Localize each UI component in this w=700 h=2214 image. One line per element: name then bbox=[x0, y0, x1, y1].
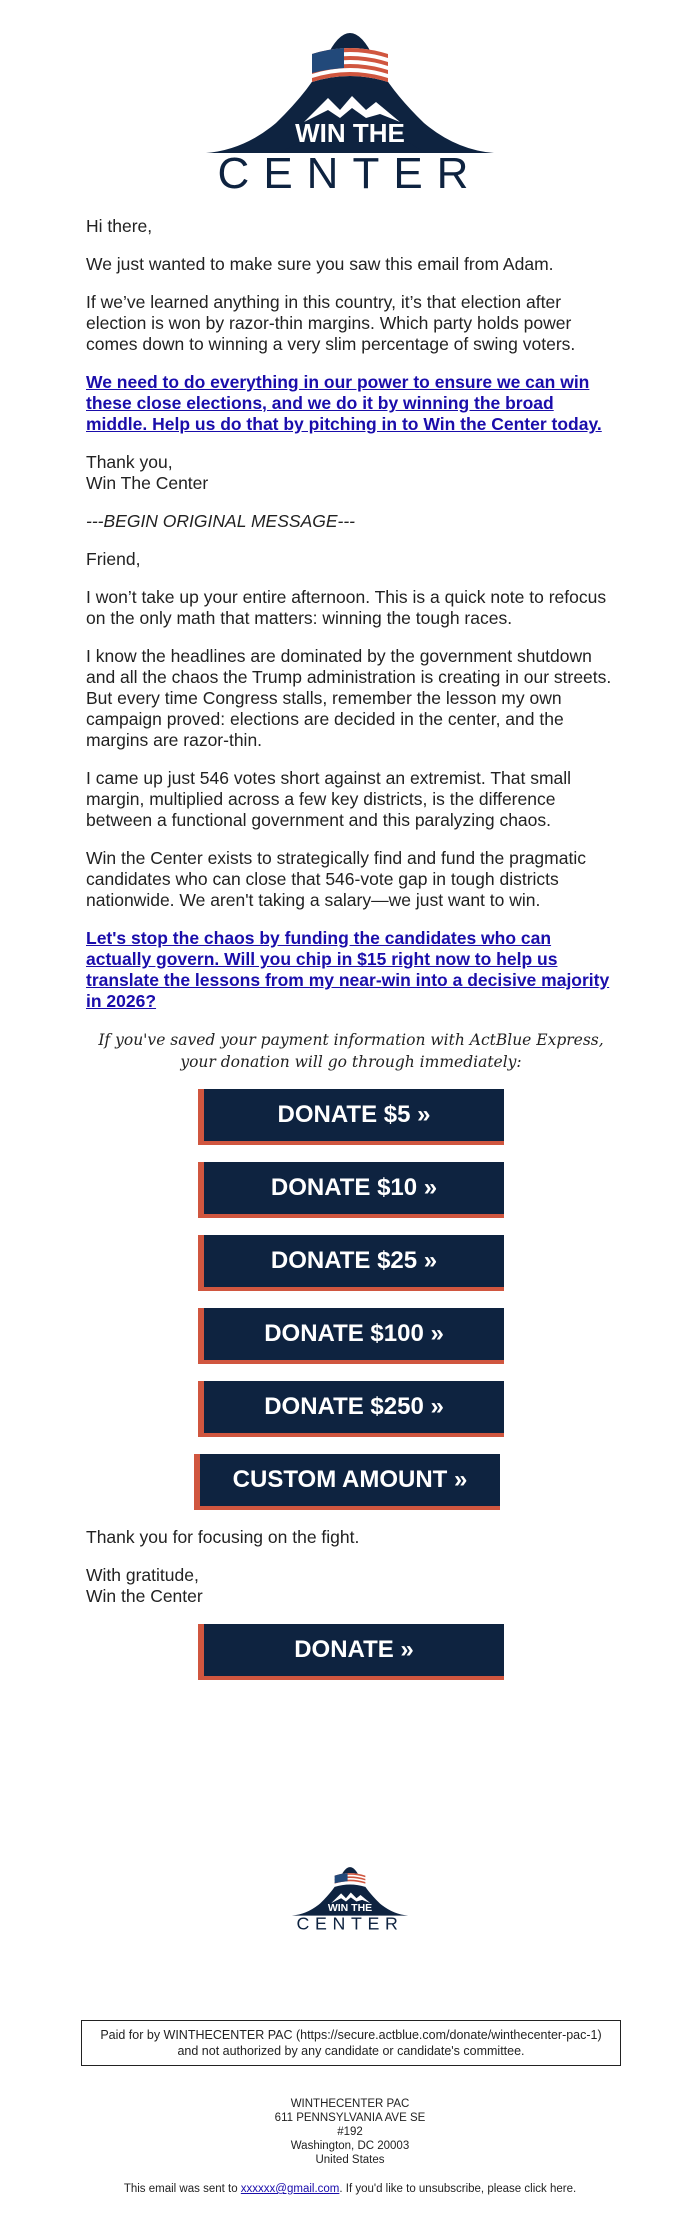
sent-prefix: This email was sent to bbox=[123, 2183, 241, 2195]
mailing-address bbox=[0, 2097, 700, 2167]
signoff-line-1: With gratitude, bbox=[86, 1565, 199, 1585]
paid-for-disclaimer: Paid for by WINTHECENTER PAC (https://secure.actblue.com/donate/winthecenter-pac-1) and not authorized by any candidate or candidate's committee. bbox=[81, 2020, 621, 2066]
custom-amount-button[interactable]: CUSTOM AMOUNT » bbox=[194, 1454, 500, 1510]
svg-text:WIN THE: WIN THE bbox=[327, 1902, 373, 1915]
address-name: WINTHECENTER PAC bbox=[290, 2098, 410, 2110]
gratitude-signoff bbox=[86, 1565, 616, 1607]
donate-250-button[interactable]: DONATE $250 » bbox=[198, 1381, 504, 1437]
greeting: Hi there, bbox=[86, 216, 153, 236]
intro-text: We just wanted to make sure you saw this email from Adam. bbox=[86, 254, 554, 274]
actblue-note: If you've saved your payment information with ActBlue Express, your donation will go through immediately: bbox=[98, 1031, 604, 1071]
friend-greeting: Friend, bbox=[86, 549, 141, 569]
donate-button[interactable]: DONATE » bbox=[198, 1624, 504, 1680]
email-body bbox=[86, 216, 616, 1697]
win-the-center-logo-small bbox=[291, 1858, 409, 1936]
paragraph-4: I came up just 546 votes short against an extremist. That small margin, multiplied across a few key districts, is the difference between a functional government and this paralyzing chaos. bbox=[86, 768, 572, 830]
paragraph-3: I know the headlines are dominated by the government shutdown and all the chaos the Trump administration is creating in our streets. But every time Congress stalls, remember the lesson my own campaign proved: elections are decided in the center, and the margins are razor-thin. bbox=[86, 646, 612, 750]
win-the-center-logo bbox=[204, 18, 496, 196]
begin-original-message: ---BEGIN ORIGINAL MESSAGE--- bbox=[86, 511, 356, 531]
unsubscribe-line bbox=[0, 2183, 700, 2195]
thanks-signoff bbox=[86, 452, 616, 494]
header-logo bbox=[0, 18, 700, 196]
donate-100-button[interactable]: DONATE $100 » bbox=[198, 1308, 504, 1364]
donate-10-button[interactable]: DONATE $10 » bbox=[198, 1162, 504, 1218]
svg-text:CENTER: CENTER bbox=[217, 149, 483, 196]
unsubscribe-text[interactable]: . If you'd like to unsubscribe, please click here. bbox=[339, 2183, 577, 2195]
paragraph-5: Win the Center exists to strategically find and fund the pragmatic candidates who can close that 546-vote gap in tough districts nationwide. We aren't taking a salary—we just want to win. bbox=[86, 848, 586, 910]
donate-link-1[interactable]: We need to do everything in our power to ensure we can win these close elections, and we do it by winning the broad middle. Help us do that by pitching in to Win the Center today. bbox=[86, 372, 602, 434]
thanks-line-2: Win The Center bbox=[86, 473, 209, 493]
donate-link-2[interactable]: Let's stop the chaos by funding the candidates who can actually govern. Will you chip in $15 right now to help us translate the lessons from my near-win into a decisive majority in 2026? bbox=[86, 928, 610, 1011]
address-suite: #192 bbox=[337, 2126, 363, 2138]
svg-text:WIN THE: WIN THE bbox=[295, 118, 405, 148]
svg-text:CENTER: CENTER bbox=[296, 1913, 404, 1934]
address-street: 611 PENNSYLVANIA AVE SE bbox=[274, 2112, 426, 2124]
closing-text: Thank you for focusing on the fight. bbox=[86, 1527, 360, 1547]
footer-logo bbox=[0, 1858, 700, 1936]
recipient-email-link[interactable]: xxxxxx@gmail.com bbox=[240, 2183, 340, 2195]
address-city: Washington, DC 20003 bbox=[290, 2140, 410, 2152]
thanks-line-1: Thank you, bbox=[86, 452, 173, 472]
signoff-line-2: Win the Center bbox=[86, 1586, 203, 1606]
paragraph-1: If we’ve learned anything in this country, it’s that election after election is won by razor-thin margins. Which party holds power comes down to winning a very slim percentage of swing voters. bbox=[86, 292, 576, 354]
donate-5-button[interactable]: DONATE $5 » bbox=[198, 1089, 504, 1145]
address-country: United States bbox=[315, 2154, 385, 2166]
paragraph-2: I won’t take up your entire afternoon. This is a quick note to refocus on the only math that matters: winning the tough races. bbox=[86, 587, 607, 628]
donate-25-button[interactable]: DONATE $25 » bbox=[198, 1235, 504, 1291]
